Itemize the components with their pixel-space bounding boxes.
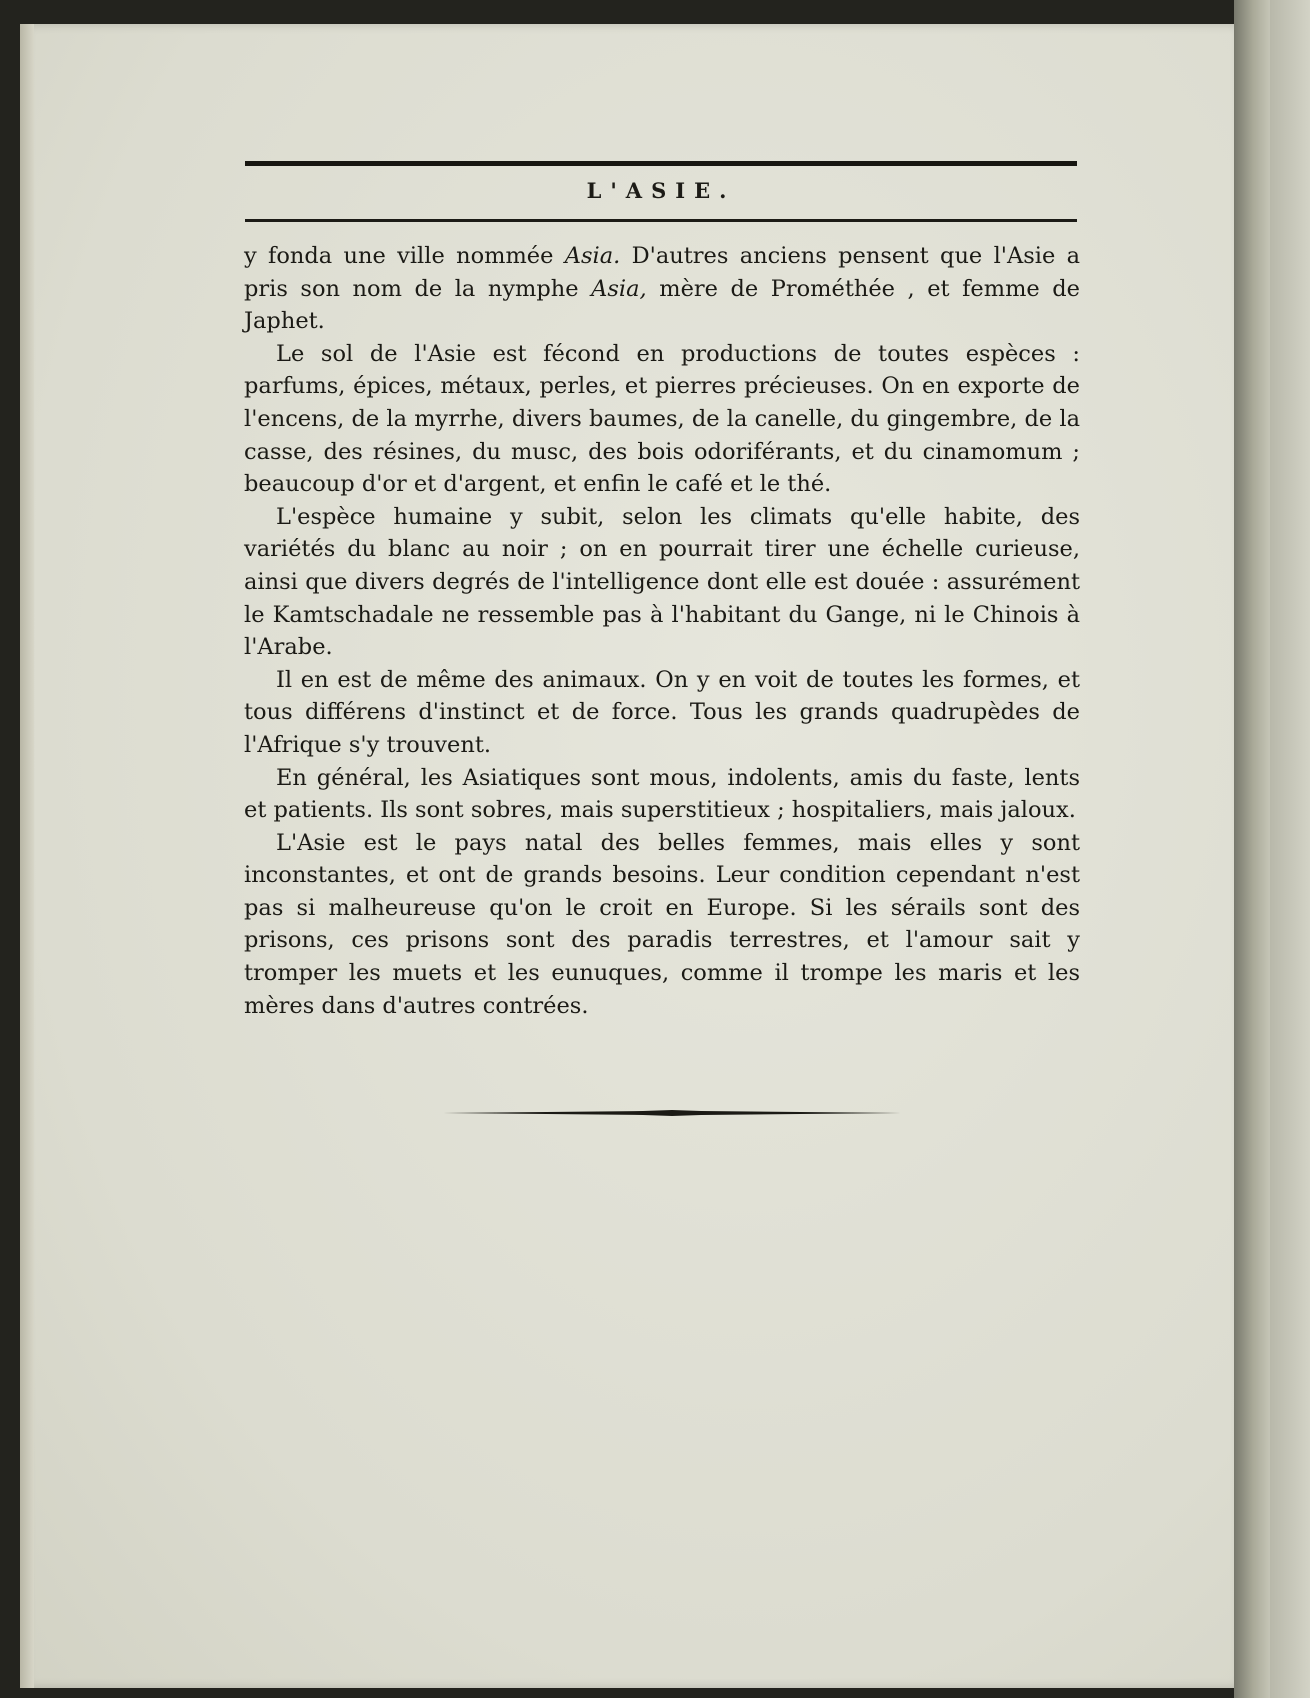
body-text	[244, 240, 1080, 1022]
asia-italic-2: Asia,	[591, 275, 647, 302]
running-title: L'ASIE.	[586, 178, 736, 203]
page-gutter	[20, 24, 34, 1688]
paragraph-1-text-b: D'autres anciens pensent que l'Asie a pris son nom de la nymphe	[244, 243, 1080, 302]
header-rule-thick	[245, 161, 1077, 166]
tailpiece-rule	[443, 1110, 901, 1116]
asia-italic-1: Asia.	[564, 243, 621, 269]
paragraph-1	[244, 240, 1080, 338]
paragraph-3: L'espèce humaine y subit, selon les climats qu'elle habite, des variétés du blanc au noir ; on en pourrait tirer une échelle curieuse, ainsi que divers degrés de l'intelligence dont elle est douée : assurément le Kamtschadale ne ressemble pas à l'habitant du Gange, ni le Chinois à l'Arabe.	[244, 503, 1080, 661]
paragraph-1-text-c: mère de Prométhée , et femme de Japhet.	[244, 275, 1080, 335]
header-rule-thin	[245, 219, 1077, 222]
paragraph-5: En général, les Asiatiques sont mous, indolents, amis du faste, lents et patients. Ils sont sobres, mais superstitieux ; hospitaliers, mais jaloux.	[244, 764, 1080, 824]
paragraph-6: L'Asie est le pays natal des belles femmes, mais elles y sont inconstantes, et ont de grands besoins. Leur condition cependant n'est pas si malheureuse qu'on le croit en Europe. Si les sérails sont des prisons, ces prisons sont des paradis terrestres, et l'amour sait y tromper les muets et les eunuques, comme il trompe les maris et les mères dans d'autres contrées.	[244, 829, 1080, 1019]
paragraph-2: Le sol de l'Asie est fécond en productions de toutes espèces : parfums, épices, métaux, perles, et pierres précieuses. On en exporte de l'encens, de la myrrhe, divers baumes, de la canelle, du gingembre, de la casse, des résines, du musc, des bois odoriférants, et du cinamomum ; beaucoup d'or et d'argent, et enfin le café et le thé.	[244, 340, 1080, 498]
paragraph-1-text-a: y fonda une ville nommée	[244, 243, 565, 269]
paragraph-4: Il en est de même des animaux. On y en voit de toutes les formes, et tous différens d'instinct et de force. Tous les grands quadrupèdes de l'Afrique s'y trouvent.	[244, 666, 1080, 758]
tailpiece-swell-line	[443, 1110, 901, 1116]
facing-page-strip	[1270, 0, 1310, 1698]
